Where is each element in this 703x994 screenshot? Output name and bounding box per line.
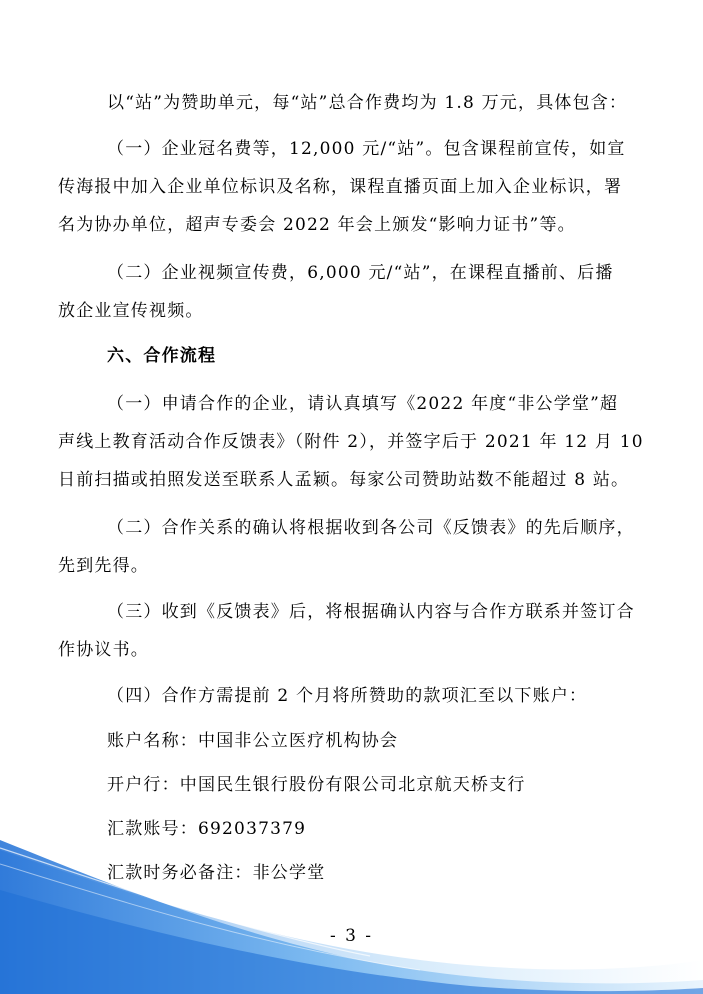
remittance-note-line: 汇款时务必备注：非公学堂 [107,863,326,883]
body-line: 日前扫描或拍照发送至联系人孟颖。每家公司赞助站数不能超过 8 站。 [58,470,630,490]
decorative-wave-footer [0,820,703,994]
body-line: （四）合作方需提前 2 个月将所赞助的款项汇至以下账户： [107,686,588,706]
body-line: 作协议书。 [58,640,149,660]
body-line: （二）合作关系的确认将根据收到各公司《反馈表》的先后顺序， [107,518,635,538]
body-line: （三）收到《反馈表》后，将根据确认内容与合作方联系并签订合 [107,602,635,622]
body-line: 名为协办单位，超声专委会 2022 年会上颁发“影响力证书”等。 [58,215,576,235]
body-line: 以“站”为赞助单元，每“站”总合作费均为 1.8 万元，具体包含： [107,93,628,113]
bank-line: 开户行：中国民生银行股份有限公司北京航天桥支行 [107,775,526,795]
body-line: 放企业宣传视频。 [58,301,204,321]
body-line: （一）企业冠名费等，12,000 元/“站”。包含课程前宣传，如宣 [107,139,626,159]
body-line: 传海报中加入企业单位标识及名称，课程直播页面上加入企业标识，署 [58,177,623,197]
account-name-line: 账户名称：中国非公立医疗机构协会 [107,731,399,751]
page-number: - 3 - [329,926,374,946]
body-line: （一）申请合作的企业，请认真填写《2022 年度“非公学堂”超 [107,394,619,414]
body-line: 先到先得。 [58,556,149,576]
body-line: 声线上教育活动合作反馈表》（附件 2），并签字后于 2021 年 12 月 10 [58,432,644,452]
body-line: （二）企业视频宣传费，6,000 元/“站”，在课程直播前、后播 [107,263,614,283]
account-number-line: 汇款账号：692037379 [107,819,307,839]
section-heading: 六、合作流程 [107,346,217,366]
